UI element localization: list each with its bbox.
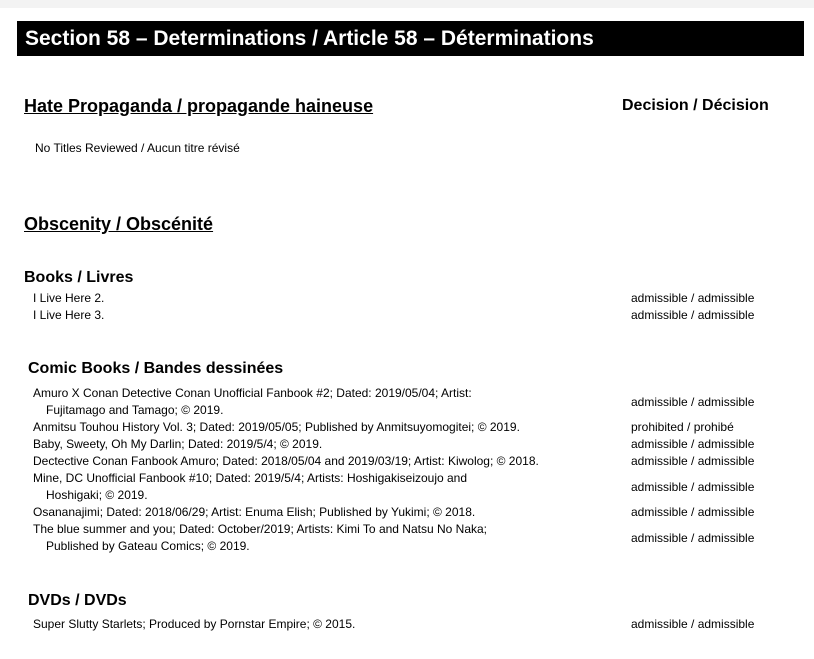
item-decision: admissible / admissible xyxy=(631,291,755,305)
item-decision: admissible / admissible xyxy=(631,437,755,451)
item-decision: admissible / admissible xyxy=(631,454,755,468)
hate-propaganda-heading: Hate Propaganda / propagande haineuse xyxy=(24,96,374,116)
dvds-list xyxy=(33,616,793,633)
item-title-line: Baby, Sweety, Oh My Darlin; Dated: 2019/5/4; © 2019. xyxy=(33,437,323,451)
item-decision: admissible / admissible xyxy=(631,479,755,494)
list-item xyxy=(33,307,793,324)
list-item xyxy=(33,436,793,453)
obscenity-heading: Obscenity / Obscénité xyxy=(24,214,214,234)
item-title-line: Hoshigaki; © 2019. xyxy=(46,488,148,502)
item-title-line: Osananajimi; Dated: 2018/06/29; Artist: Enuma Elish; Published by Yukimi; © 2018. xyxy=(33,505,476,519)
item-title xyxy=(33,616,599,633)
item-title-line: I Live Here 3. xyxy=(33,308,105,322)
item-decision: admissible / admissible xyxy=(631,394,755,409)
dvds-heading: DVDs / DVDs xyxy=(28,592,127,609)
list-item xyxy=(33,616,793,633)
section-title: Section 58 – Determinations / Article 58 – Déterminations xyxy=(25,27,594,50)
item-title xyxy=(33,504,599,521)
decision-column-heading: Decision / Décision xyxy=(622,97,769,114)
item-decision: admissible / admissible xyxy=(631,530,755,545)
list-item xyxy=(33,290,793,307)
no-titles-note: No Titles Reviewed / Aucun titre révisé xyxy=(35,141,240,155)
books-list xyxy=(33,290,793,324)
item-title xyxy=(33,453,599,470)
comic-books-heading: Comic Books / Bandes dessinées xyxy=(28,360,284,377)
list-item xyxy=(33,419,793,436)
list-item xyxy=(33,470,793,504)
top-strip xyxy=(0,0,814,8)
item-decision: admissible / admissible xyxy=(631,617,755,631)
item-title xyxy=(33,470,599,504)
item-title-line: The blue summer and you; Dated: October/2019; Artists: Kimi To and Natsu No Naka; xyxy=(33,522,488,536)
item-title xyxy=(33,436,599,453)
item-title xyxy=(33,307,599,324)
item-decision: admissible / admissible xyxy=(631,505,755,519)
item-decision: admissible / admissible xyxy=(631,308,755,322)
books-heading: Books / Livres xyxy=(24,269,134,286)
comic-books-list xyxy=(33,385,793,555)
list-item xyxy=(33,385,793,419)
item-title-line: Dectective Conan Fanbook Amuro; Dated: 2018/05/04 and 2019/03/19; Artist: Kiwolog; © 2018. xyxy=(33,454,539,468)
item-title-line: Mine, DC Unofficial Fanbook #10; Dated: 2019/5/4; Artists: Hoshigakiseizoujo and xyxy=(33,471,468,485)
item-title xyxy=(33,521,599,555)
list-item xyxy=(33,453,793,470)
item-title-line: Amuro X Conan Detective Conan Unofficial Fanbook #2; Dated: 2019/05/04; Artist: xyxy=(33,386,472,400)
item-decision: prohibited / prohibé xyxy=(631,420,734,434)
item-title-line: Super Slutty Starlets; Produced by Pornstar Empire; © 2015. xyxy=(33,617,356,631)
item-title-line: I Live Here 2. xyxy=(33,291,105,305)
item-title xyxy=(33,419,599,436)
item-title xyxy=(33,290,599,307)
item-title xyxy=(33,385,599,419)
item-title-line: Anmitsu Touhou History Vol. 3; Dated: 2019/05/05; Published by Anmitsuyomogitei; © 2019. xyxy=(33,420,520,434)
item-title-line: Published by Gateau Comics; © 2019. xyxy=(46,539,250,553)
list-item xyxy=(33,504,793,521)
section-banner xyxy=(17,21,804,56)
item-title-line: Fujitamago and Tamago; © 2019. xyxy=(46,403,224,417)
list-item xyxy=(33,521,793,555)
